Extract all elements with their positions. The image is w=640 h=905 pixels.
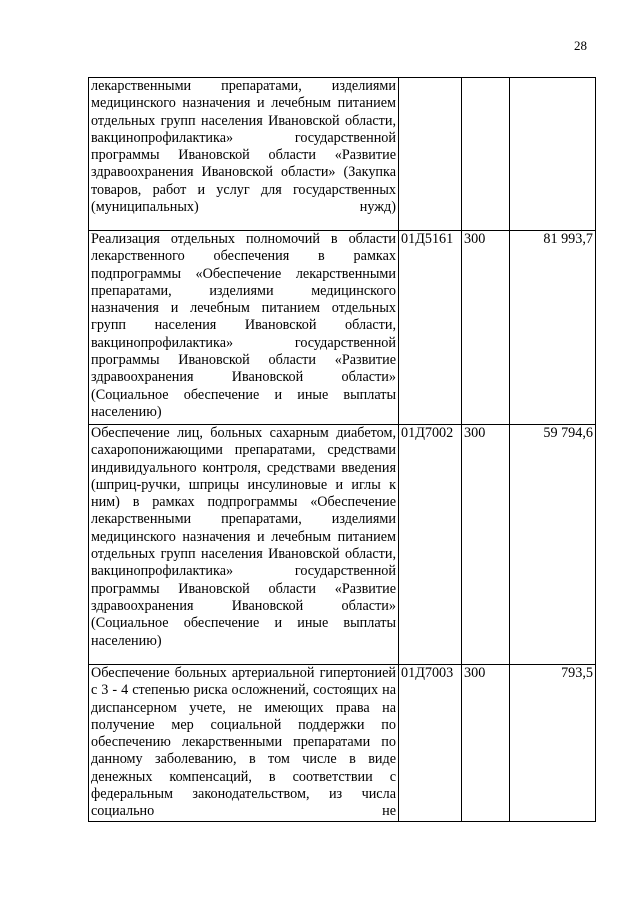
row-description: Обеспечение лиц, больных сахарным диабетом, сахаропонижающими препаратами, средствами индивидуального контроля, средствами введения (шприц-ручки, шприцы инсулиновые и иглы к ним) в рамках подпрограммы «Обеспечение лекарственными препаратами, изделиями медицинского назначения и лечебным питанием отдельных групп населения Ивановской области, вакцинопрофилактика» государственной программы Ивановской области «Развитие здравоохранения Ивановской области» (Социальное обеспечение и иные выплаты населению) bbox=[89, 425, 399, 665]
row-description: лекарственными препаратами, изделиями медицинского назначения и лечебным питанием отдельных групп населения Ивановской области, вакцинопрофилактика» государственной программы Ивановской области «Развитие здравоохранения Ивановской области» (Закупка товаров, работ и услуг для государственных (муниципальных) нужд) bbox=[89, 78, 399, 231]
row-target-code bbox=[399, 78, 462, 231]
row-amount: 81 993,7 bbox=[510, 231, 596, 425]
row-expense-type: 300 bbox=[462, 231, 510, 425]
table-row bbox=[89, 665, 596, 822]
row-amount: 793,5 bbox=[510, 665, 596, 822]
table-row bbox=[89, 78, 596, 231]
budget-table bbox=[88, 77, 596, 822]
row-target-code: 01Д7003 bbox=[399, 665, 462, 822]
row-description: Реализация отдельных полномочий в области лекарственного обеспечения в рамках подпрограммы «Обеспечение лекарственными препаратами, изделиями медицинского назначения и лечебным питанием отдельных групп населения Ивановской области, вакцинопрофилактика» государственной программы Ивановской области «Развитие здравоохранения Ивановской области» (Социальное обеспечение и иные выплаты населению) bbox=[89, 231, 399, 425]
row-description: Обеспечение больных артериальной гипертонией с 3 - 4 степенью риска осложнений, состоящих на диспансерном учете, не имеющих права на получение мер социальной поддержки по обеспечению лекарственными препаратами по данному заболеванию, в том числе в виде денежных компенсаций, в соответствии с федеральным законодательством, из числа социально не bbox=[89, 665, 399, 822]
row-amount bbox=[510, 78, 596, 231]
row-expense-type: 300 bbox=[462, 665, 510, 822]
page-number: 28 bbox=[574, 38, 587, 53]
row-expense-type: 300 bbox=[462, 425, 510, 665]
row-target-code: 01Д5161 bbox=[399, 231, 462, 425]
table-row bbox=[89, 231, 596, 425]
table-row bbox=[89, 425, 596, 665]
row-target-code: 01Д7002 bbox=[399, 425, 462, 665]
row-expense-type bbox=[462, 78, 510, 231]
row-amount: 59 794,6 bbox=[510, 425, 596, 665]
